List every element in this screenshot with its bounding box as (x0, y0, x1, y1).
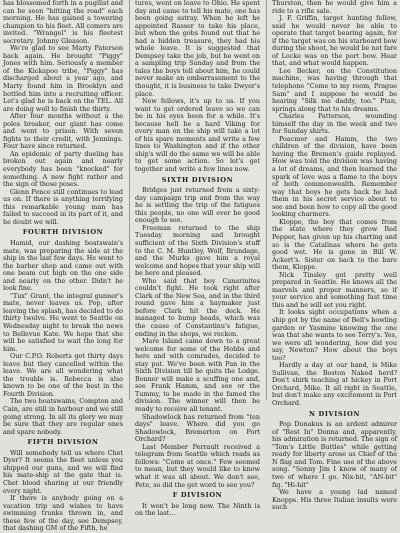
article-paragraph: We have a young lad named Knopps. His three Italian insults were such (272, 488, 397, 512)
article-paragraph: has blossomed forth in a pugilist and can be seen "hitting the road" each morning. He has gained a towering champion to his fleet. All comers are invited. "Wrangel" is his fleetest secretary. Johnny Gleason. (3, 0, 123, 45)
column-left (3, 0, 123, 533)
article-paragraph: Lee Becker, on the Constitution machine, was having through that telephone "Come to my room, Prague Sam" and I suppose he would be hearing "Silk me daddy, too." Ptan, springs along that to his dreams. (272, 66, 397, 113)
article-paragraph: If there is anybody going on a vacation trip and wishes to have swimming trunks thrown in, and these few of the day, see Dempsey, that dashing GM of the Fifth, he (3, 494, 123, 533)
article-paragraph: Last Member Perrault received a telegram from Seattle which reads as follows: "Come at once." Few seemed to mean, but they would like to know what it was all about. We don't see, Pete, so did the get word to see you? (135, 442, 260, 489)
article-paragraph: Mare Island came down to a great welcome for some of the Hobbs and here and with comrades, decided to stay put. We've been with Pan in the Sixth Division till he quits the Lodge. Bonner will make a scuffing one and, see Frank Hamm, and see or the Tummy, to be made in the famed the division. The winner will then be ready to receive all tenant. (135, 337, 260, 414)
section-heading: SIXTH DIVISION (161, 175, 234, 184)
article-paragraph: Shadowlock has returned from "ten days" leave. Where did you go Shadowlock, Bremerton on Port Orchard? (135, 412, 260, 444)
section-heading: FOURTH DIVISION (22, 228, 104, 237)
article-paragraph: Nick Tinsley got pretty well prepared in Seattle. He knows all the marvels and proper manners, so if your service and something fast time this and he will set you right. (272, 270, 397, 309)
article-paragraph: Thurston, then he would give him a ride to a rifle sale. (272, 0, 397, 15)
article-paragraph: An epidemic of party dueling has broken out again and nearly everybody has been "knocked" for something. A new fight rather and the sign of those poses. (3, 149, 123, 189)
column-divider (129, 0, 130, 400)
article-paragraph: Pop Dunakus is an ardent admirer of "Rest In" Donna and, apparently, his admiration is returned. The sign of "Tom's Little Buttles" while getting ready for liberty arose as Chief of the N flag and Tom. Fine use of the above song. "Sonny Jim I know of many of two of where I go. Nix-hit, "AN-bit" fig. "Hi-hit" (272, 420, 397, 489)
article-paragraph: New fellows, it's up to us. If you want to get ordered leave so we can be in his eyes been for a while. It's because hell be a hard Viking for every man on the ship will take a lot of his spare moments and write a few lines to Washington and if the other ship's will do the same we will be able to get some action. So let's get together and write a few lines now. (135, 97, 260, 174)
article-paragraph: It looks sight occupations when a ship got by the name of Bell's bowling garden or Yasmine knowing the one was that she wants to see Terry's. Yes, we were all wondering, how did you say, Newton? How about the boys too? (272, 308, 397, 362)
article-paragraph: "Tux" Grant, the integral gunner's mate, never leaves us. Pop, after leaving the splash, has decided to do thirty twelve. He went to Seattle on Wednesday night to break the news to Bellevue Kate. We hope that she will be satisfied to wait the long for him. (3, 291, 123, 353)
column-divider (266, 0, 267, 400)
article-paragraph: Kloppe, the boy that comes from the state where they grow Red Pepper, has given up his charting and so is the Catalinas where he gets good wet. He is gone in Bill W. Ackert's. Sister on back to the bare them, Kloppe. (272, 217, 397, 272)
article-paragraph: Who said that boy Canarinites couldn't fight. He took right after Clark of the New Sea, and in the third round gave him a haymaker just before Clark hit the deck. He managed to bump heads, which was the cause of Constantinu's fatigue, ending in the shops, we reckon. (135, 276, 260, 338)
article-paragraph: tures, went on leave to Ohio. He spent day and came to tell his mate, one has been going astray. When he left he appointed Rasser to take his place, but when the gobs found out that he had a hidden treasure, they had his whole leave. It is suggested that Dempsey take the job, but he went on a sampling trip Sunday and from the tales the boys tell about him, he could never make an embarrassment to the thought, it is business to take Dwyer's place. (135, 0, 260, 98)
article-paragraph: Our C.P.O. Roberts got thirty days leave but they cancelled within the leave. We are all wondering what the trouble is. Rebecca is also known to be one of the best in the Fourth Division. (3, 352, 123, 398)
article-paragraph: Hardly a day at our hand, is Mike Sullivan, the Boston Naked herd? Don't shirk teaching at hickey in Port Orchard, Mike. It all right in Seattle, but don't make any excitement in Port Orchard. (272, 361, 397, 407)
article-paragraph: It won't be long now. The Ninth is on the last... (135, 501, 260, 518)
article-paragraph: Glenn Pence still continues to lead us on. If there is anything terrifying this remarkable young man has failed to succeed in its part of it, and he doubt we will. (3, 187, 123, 226)
section-heading: FIFTH DIVISION (27, 438, 99, 447)
article-paragraph: We're glad to see Marty Paterson back again. He brought "Piggy" Jones with him. Seriously a member of the Kickapoo tribe, "Piggy" has discharged about a year ago, and Marty found him in Brooklyn and bottled him into a recruiting officer. Let's glad he is back on the TEL. All are doing well to finish the thirty. (3, 44, 123, 113)
article-paragraph: Will somebody tell us where Chet Dyer? It seems the fleet unless you shipped our guns, and we will find his mate-ship at the gate that is. Chet blood sharing at our friendly every night. (3, 448, 123, 495)
article-paragraph: J. F. Griffin, target hunting fellow, said he would never be able to operate that target bearing again, for if the target was on his starboard bow during the shoot, he would be not fare of Locke was on the port bow. Hear that, and what would happen. (272, 14, 397, 68)
section-heading: F DIVISION (172, 491, 223, 500)
article-paragraph: Hamid, our dashing boatswain's mate, was preparing the side at the ship in the last few days. He went to the barber shop and came out with one beam cut high on the one side and nearly on the other. Didn't he look fine. (3, 239, 123, 293)
column-right (272, 0, 397, 512)
article-paragraph: Poacmer and Hamm, the two children of the division, have been having the Bremen's guide replayed. How was told the division was having a lot of dreams, and then learned the spark of love was a flame to the boys of both commonwealth. Remember way that boys he gets back he had them in his secret service about to see and been how to copy all the good looking charmers. (272, 134, 397, 219)
column-middle (135, 0, 260, 518)
section-heading: N DIVISION (309, 409, 360, 418)
article-paragraph: Freeman returned to the ship Tuesday morning and brought sufficient of the Sixth Division's stuff to the C. M. Huntley, Wolf, Brundage, and the Murks gave him a royal welcome and hopes that your ship will be here and pleased. (135, 223, 260, 278)
article-paragraph: After four months without a the poles breaker, our giant has come and went to prison. With seven fights to their credit, with Jennings. Four have since returned. (3, 112, 123, 151)
article-paragraph: Bridges just returned from a sixty-day campaign trip and from the way he is settling the trip of the fatigues this people, no one will ever be good enough to see. (135, 186, 260, 225)
article-paragraph: Charles Patterson, wounding himself the day in the week and two for Sunday shirts. (272, 112, 397, 136)
article-paragraph: The two boatswains, Compton and Cain, are still in harbour and we still going strong. In all its glory we may be sure that they are regular ones and spare nobody. (3, 397, 123, 436)
